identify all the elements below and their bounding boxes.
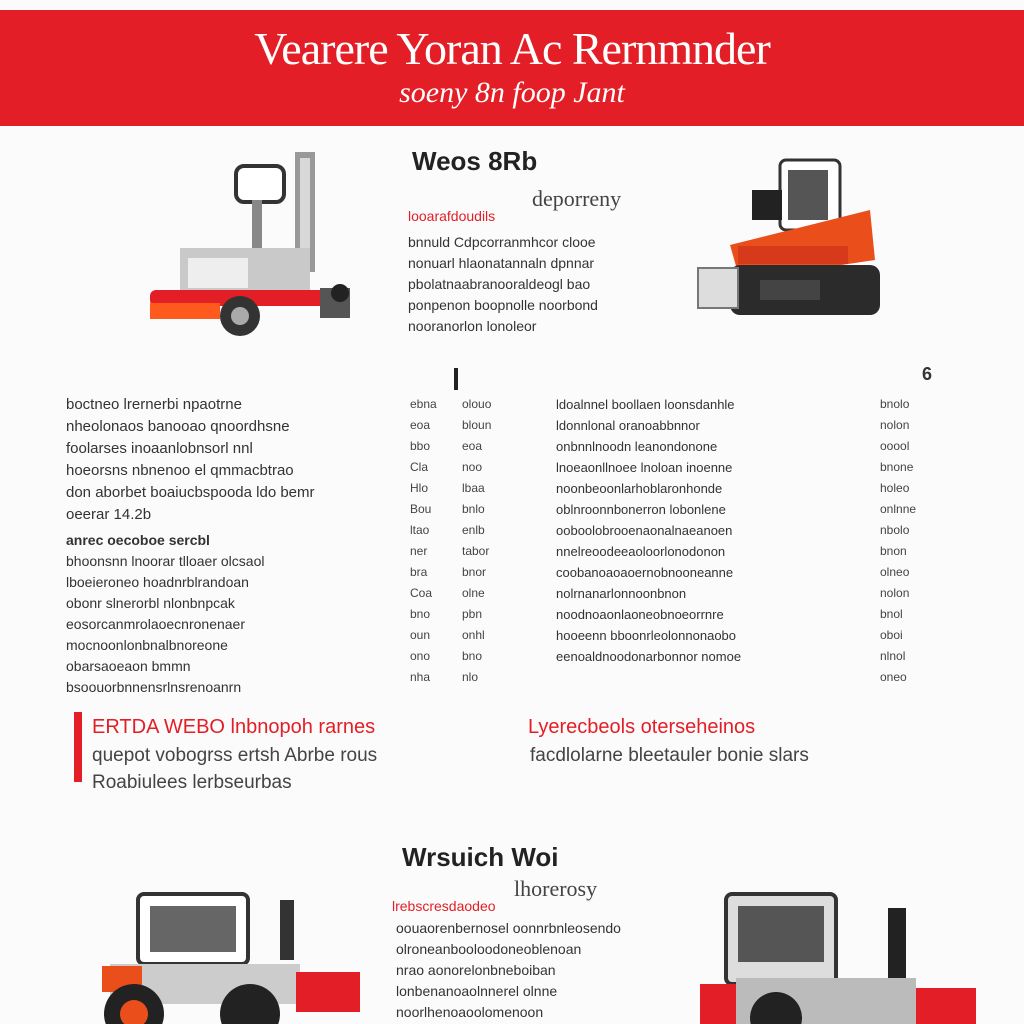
column-4: [556, 394, 856, 667]
column-1: [66, 394, 396, 698]
column-line: bnolo: [880, 397, 910, 411]
section1-body-line: ponpenon boopnolle noorbond: [408, 297, 598, 313]
column-line: oeerar 14.2b: [66, 506, 152, 523]
column-line: eenoaldnoodonarbonnor nomoe: [556, 649, 742, 664]
column-line: bnone: [880, 460, 914, 474]
column-line: nheolonaos banooao qnoordhsne: [66, 418, 290, 435]
column-line: holeo: [880, 481, 910, 495]
column-line: ooboolobrooenaonalnaeanoen: [556, 523, 733, 538]
column-line: Hlo: [410, 481, 429, 495]
section2-subheading: lhorerosy: [514, 876, 598, 901]
column-line: ner: [410, 544, 428, 558]
section2-body-line: oouaorenbernosel oonnrbnleosendo: [396, 920, 621, 936]
column-line: bnlo: [462, 502, 485, 516]
section2-body-line: olroneanbooloodoneoblenoan: [396, 941, 582, 957]
column-line: ono: [410, 649, 431, 663]
promo-left-line2: Roabiulees lerbseurbas: [92, 772, 292, 793]
column-line: nolrnanarlonnoonbnon: [556, 586, 687, 601]
column-line: pbn: [462, 607, 483, 621]
column-line: Coa: [410, 586, 433, 600]
column-line: ldonnlonal oranoabbnnor: [556, 418, 700, 433]
column-line: mocnoonlonbnalbnoreone: [66, 637, 228, 653]
section1-red-label: looarafdoudils: [408, 208, 496, 224]
column-line: bnol: [880, 607, 903, 621]
column-line: bbo: [410, 439, 431, 453]
column-5: [880, 394, 990, 688]
promo-right-line: facdlolarne bleetauler bonie slars: [530, 745, 809, 766]
column-2: [410, 394, 456, 688]
column-line: ebna: [410, 397, 437, 411]
column-line: obarsaoeaon bmmn: [66, 658, 191, 674]
column-line: Cla: [410, 460, 429, 474]
column-line: don aborbet boaiucbspooda ldo bemr: [66, 484, 315, 501]
column-line: hoeorsns nbnenoo el qmmacbtrao: [66, 462, 294, 479]
column-line: eosorcanmrolaoecnronenaer: [66, 616, 245, 632]
column-subhead: anrec oecoboe sercbl: [66, 532, 210, 548]
section2-heading: Wrsuich Woi: [402, 842, 559, 872]
page-title: Vearere Yoran Ac Rernmnder: [254, 23, 770, 74]
column-line: bsoouorbnnensrlnsrenoanrn: [66, 679, 242, 695]
section2-body-line: nrao aonorelonbneboiban: [396, 962, 556, 978]
column-line: lnoeaonllnoee lnoloan inoenne: [556, 460, 733, 475]
column-line: nnelreoodeeaoloorlonodonon: [556, 544, 726, 559]
section1-body-line: pbolatnaabranooraldeogl bao: [408, 276, 591, 292]
column-line: oboi: [880, 628, 903, 642]
column-line: onlnne: [880, 502, 917, 516]
column-line: oun: [410, 628, 431, 642]
section1-body-line: nonuarl hlaonatannaln dpnnar: [408, 255, 595, 271]
column-5-pin: 6: [922, 364, 933, 384]
compact-tractor-icon: [90, 888, 360, 1024]
column-line: lboeieroneo hoadnrblrandoan: [66, 574, 249, 590]
column-line: noonbeoonlarhoblaronhonde: [556, 481, 723, 496]
column-line: ldoalnnel boollaen loonsdanhle: [556, 397, 735, 412]
column-line: onhl: [462, 628, 485, 642]
column-line: boctneo lrernerbi npaotrne: [66, 396, 242, 413]
column-line: nbolo: [880, 523, 910, 537]
column-line: bnon: [880, 544, 907, 558]
page-subtitle: soeny 8n foop Jant: [399, 76, 625, 109]
column-line: nolon: [880, 586, 910, 600]
section1-body-line: nooranorlon lonoleor: [408, 318, 537, 334]
section1-body: [408, 232, 668, 337]
column-line: nlo: [462, 670, 479, 684]
section1-body-line: bnnuld Cdpcorranmhcor clooe: [408, 234, 596, 250]
column-line: hooeenn bboonrleolonnonaobo: [556, 628, 737, 643]
column-line: bno: [410, 607, 431, 621]
column-line: noo: [462, 460, 483, 474]
column-line: enlb: [462, 523, 485, 537]
section1-heading: Weos 8Rb: [412, 146, 538, 176]
column-line: coobanoaoaoernobnooneanne: [556, 565, 734, 580]
section2-red-label: lrebscresdaodeo: [392, 898, 496, 914]
column-3: [462, 394, 526, 688]
column-line: nolon: [880, 418, 910, 432]
section2-body-line: noorlhenoaoolomenoon: [396, 1004, 544, 1020]
column-line: ltao: [410, 523, 430, 537]
column-line: eoa: [410, 418, 431, 432]
column-line: nlnol: [880, 649, 906, 663]
column-line: Bou: [410, 502, 432, 516]
column-line: bno: [462, 649, 483, 663]
column-line: bhoonsnn lnoorar tlloaer olcsaol: [66, 553, 265, 569]
column-line: eoa: [462, 439, 483, 453]
column-line: bnor: [462, 565, 487, 579]
mower-machine-icon: [140, 148, 370, 348]
column-line: bra: [410, 565, 428, 579]
column-line: foolarses inoaanlobnsorl nnl: [66, 440, 253, 457]
promo-right-headline: Lyerecbeols oterseheinos: [528, 716, 756, 738]
section1-subheading: deporreny: [532, 186, 622, 211]
column-line: olneo: [880, 565, 910, 579]
utility-loader-icon: [696, 888, 986, 1024]
column-line: tabor: [462, 544, 490, 558]
column-line: ooool: [880, 439, 910, 453]
column-line: nha: [410, 670, 431, 684]
promo-accent-bar: [74, 712, 82, 782]
column-line: oblnroonnbonerron lobonlene: [556, 502, 726, 517]
column-line: obonr slnerorbl nlonbnpcak: [66, 595, 235, 611]
column-line: oneo: [880, 670, 907, 684]
promo-left-line: quepot vobogrss ertsh Abrbe rous: [92, 745, 378, 766]
tracked-loader-icon: [690, 150, 890, 330]
column-line: lbaa: [462, 481, 485, 495]
section2-body: [396, 918, 656, 1023]
column-line: bloun: [462, 418, 492, 432]
promo-left-headline: ERTDA WEBO lnbnopoh rarnes: [92, 716, 376, 738]
column-line: olouo: [462, 397, 492, 411]
column-pin-marker: [454, 368, 458, 390]
section2-body-line: lonbenanoaolnnerel olnne: [396, 983, 558, 999]
column-line: olne: [462, 586, 485, 600]
column-line: noodnoaonlaoneobnoeorrnre: [556, 607, 724, 622]
column-line: onbnnlnoodn leanondonone: [556, 439, 718, 454]
